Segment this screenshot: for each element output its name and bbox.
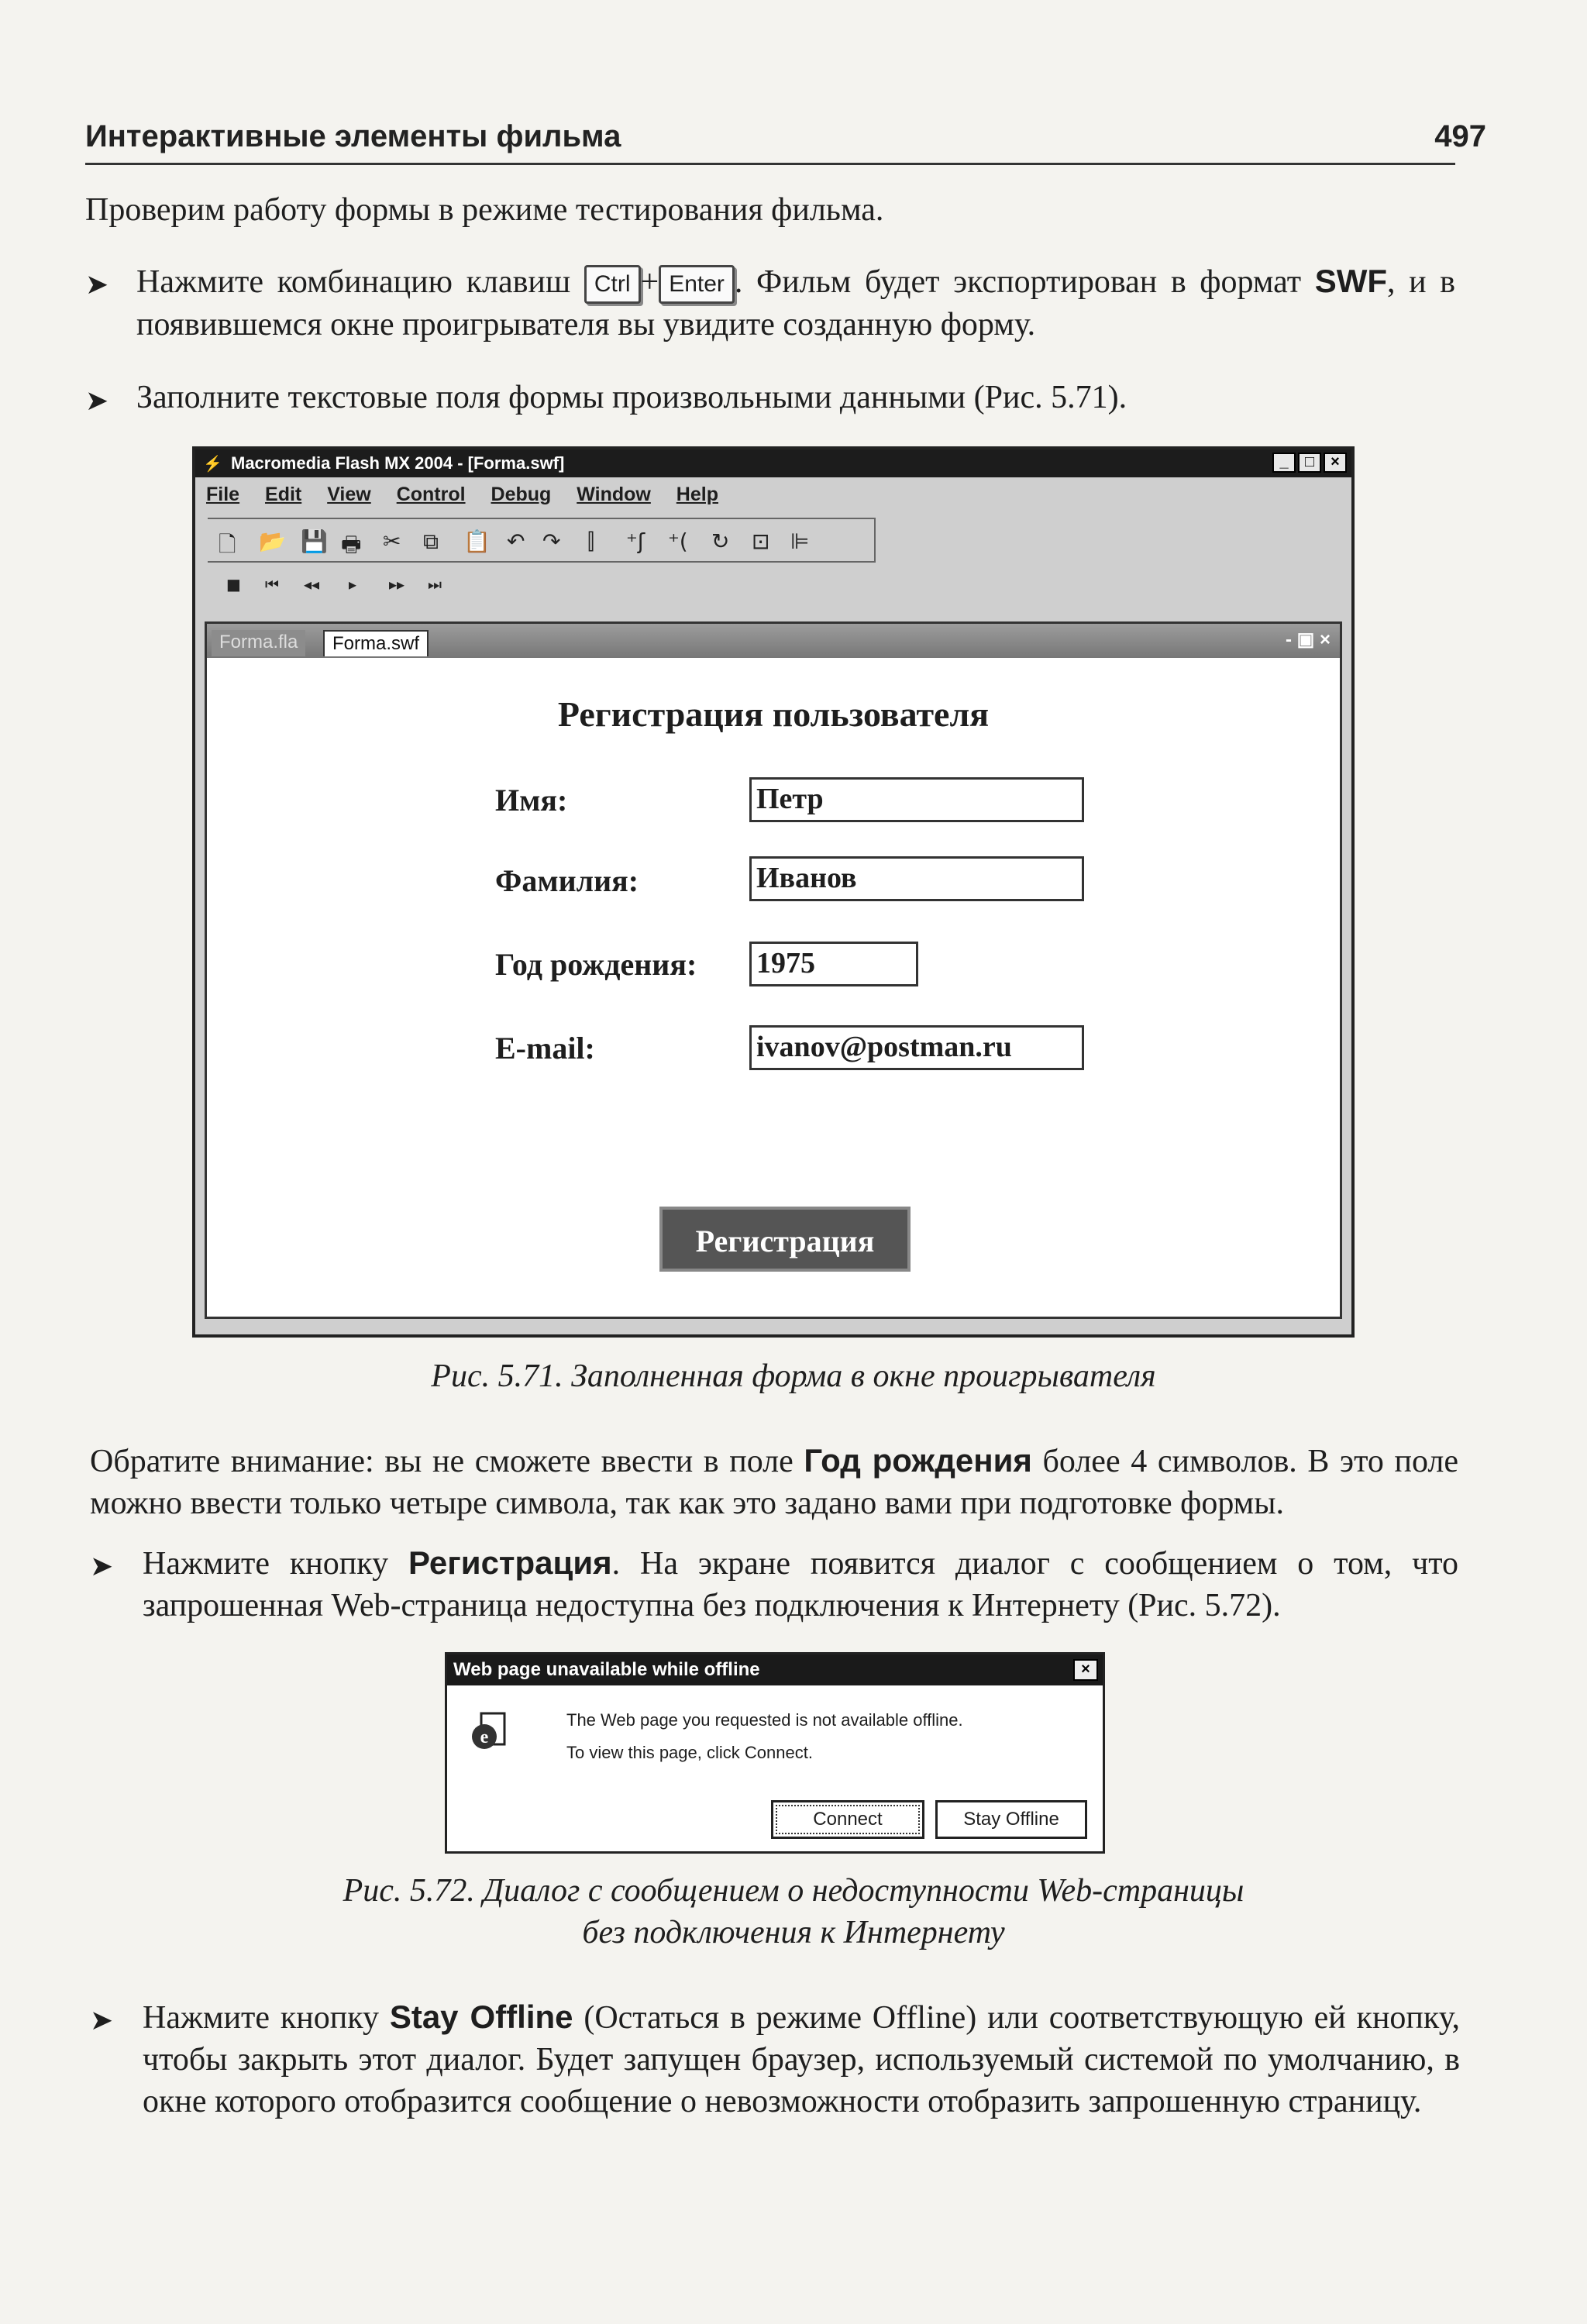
dialog-close-button[interactable]: ×: [1073, 1659, 1098, 1681]
figure-5-72-caption-line2: без подключения к Интернету: [582, 1915, 1005, 1950]
connect-button[interactable]: Connect: [771, 1800, 924, 1839]
fast-forward-icon[interactable]: ⏭: [428, 575, 442, 594]
snap-icon[interactable]: ⫿: [587, 528, 594, 554]
bullet-marker: ➤: [90, 2005, 114, 2036]
minimize-button[interactable]: _: [1272, 453, 1296, 473]
ctrl-key: Ctrl: [584, 265, 641, 304]
page-number: 497: [1434, 119, 1486, 153]
bullet-3-part-c: . На экране появится диалог с сообщением о том, что запрошенная Web-страница недоступна без подключения к Интернету (Рис. 5.72).: [143, 1546, 1459, 1623]
bullet-marker: ➤: [90, 1551, 114, 1582]
register-term: Регистрация: [408, 1544, 612, 1581]
note-paragraph: [90, 1440, 1458, 1524]
menu-bar: [206, 484, 738, 506]
main-toolbar: [208, 518, 876, 563]
menu-view[interactable]: View: [327, 484, 371, 505]
key-plus: +: [640, 264, 659, 300]
rotate-icon[interactable]: ↻: [711, 528, 730, 554]
bullet-1-prefix: Нажмите комбинацию клавиш: [136, 264, 571, 300]
dialog-message-line2: To view this page, click Connect.: [566, 1743, 813, 1762]
header-rule: [85, 163, 1455, 165]
menu-file[interactable]: File: [206, 484, 240, 505]
playback-bar: [226, 575, 536, 598]
flash-window-title: Macromedia Flash MX 2004 - [Forma.swf]: [231, 453, 565, 473]
document-window-controls[interactable]: - ▣ ×: [1285, 629, 1331, 650]
offline-dialog: [445, 1652, 1105, 1854]
bullet-2-text: Заполните текстовые поля формы произвольными данными (Рис. 5.71).: [136, 380, 1127, 415]
dialog-title: Web page unavailable while offline: [453, 1659, 760, 1680]
bullet-marker: ➤: [85, 269, 109, 300]
open-icon[interactable]: 📂: [259, 528, 286, 554]
tab-forma-swf[interactable]: Forma.swf: [323, 630, 429, 656]
tab-forma-fla[interactable]: Forma.fla: [212, 630, 305, 656]
bullet-3-part-a: Нажмите кнопку: [143, 1546, 389, 1582]
form-title: Регистрация пользователя: [557, 694, 990, 734]
save-icon[interactable]: 💾: [301, 528, 328, 554]
flash-app-icon: ⚡: [203, 456, 222, 473]
bullet-1-text: [136, 260, 1455, 346]
birth-year-label: Год рождения:: [495, 947, 697, 982]
bullet-3-text: [143, 1542, 1458, 1627]
last-name-field[interactable]: Иванов: [749, 856, 1084, 901]
scale-icon[interactable]: ⊡: [752, 528, 770, 554]
step-forward-icon[interactable]: ▸▸: [389, 575, 405, 594]
bullet-4-part-a: Нажмите кнопку: [143, 2000, 380, 2036]
birth-year-term: Год рождения: [804, 1442, 1032, 1479]
dialog-message-line1: The Web page you requested is not available offline.: [566, 1710, 963, 1730]
stop-icon[interactable]: ■: [226, 575, 241, 594]
straighten-icon[interactable]: ⁺(: [668, 528, 688, 554]
menu-window[interactable]: Window: [577, 484, 651, 505]
birth-year-field[interactable]: 1975: [749, 942, 918, 986]
new-icon[interactable]: 🗋: [219, 532, 236, 557]
menu-help[interactable]: Help: [676, 484, 718, 505]
menu-edit[interactable]: Edit: [265, 484, 302, 505]
close-button[interactable]: ×: [1324, 453, 1347, 473]
flash-title-bar: [195, 449, 1351, 477]
menu-control[interactable]: Control: [396, 484, 466, 505]
smooth-icon[interactable]: ⁺ʃ: [626, 528, 645, 554]
step-back-icon[interactable]: ◂◂: [304, 575, 320, 594]
copy-icon[interactable]: ⧉: [423, 528, 439, 554]
stay-offline-term: Stay Offline: [389, 1999, 573, 2035]
maximize-button[interactable]: □: [1298, 453, 1321, 473]
redo-icon[interactable]: ↷: [542, 528, 561, 554]
enter-key: Enter: [659, 265, 735, 304]
last-name-label: Фамилия:: [495, 863, 639, 898]
bullet-1-line2: , и в появившемся окне проигрывателя вы увидите созданную форму.: [136, 264, 1456, 343]
bullet-4-part-c: (Остаться в режиме Offline) или соответствующую ей кнопку, чтобы закрыть этот диалог. Будет запущен браузер, используемый системой по умолчанию, в окне которого отобразится сообщение о невозможности отобразить запрошенную страницу.: [143, 2000, 1461, 2119]
align-icon[interactable]: ⊫: [790, 528, 810, 554]
flash-player-window: [192, 446, 1355, 1338]
menu-debug[interactable]: Debug: [491, 484, 552, 505]
note-part-a: Обратите внимание: вы не сможете ввести в поле: [90, 1444, 794, 1479]
stay-offline-button[interactable]: Stay Offline: [935, 1800, 1087, 1839]
svg-text:e: e: [480, 1727, 489, 1747]
register-button[interactable]: Регистрация: [659, 1207, 911, 1272]
bullet-marker: ➤: [85, 385, 109, 416]
play-icon[interactable]: ▸: [349, 575, 357, 594]
bullet-1-rest: . Фильм будет экспортирован в формат: [734, 264, 1302, 300]
running-header-title: Интерактивные элементы фильма: [85, 119, 621, 153]
intro-paragraph: Проверим работу формы в режиме тестирования фильма.: [85, 192, 884, 228]
swf-term: SWF: [1314, 263, 1387, 299]
paste-icon[interactable]: 📋: [463, 528, 491, 554]
movie-document-window: [205, 621, 1342, 1319]
document-tab-bar: [207, 624, 1340, 658]
rewind-icon[interactable]: ⏮: [265, 575, 279, 594]
print-icon[interactable]: 🖶: [341, 532, 362, 557]
undo-icon[interactable]: ↶: [507, 528, 525, 554]
dialog-title-bar: [447, 1654, 1103, 1685]
email-field[interactable]: ivanov@postman.ru: [749, 1025, 1084, 1070]
ie-offline-icon: [467, 1710, 514, 1757]
first-name-field[interactable]: Петр: [749, 777, 1084, 822]
figure-5-72-caption-line1: Рис. 5.72. Диалог с сообщением о недоступности Web-страницы: [343, 1873, 1244, 1909]
first-name-label: Имя:: [495, 783, 568, 818]
email-label: E-mail:: [495, 1031, 595, 1066]
bullet-4-text: [143, 1996, 1460, 2123]
note-part-c: более 4 символов. В это поле можно ввести только четыре символа, так как это задано вами при подготовке формы.: [90, 1444, 1459, 1521]
cut-icon[interactable]: ✂: [383, 528, 401, 554]
figure-5-71-caption: Рис. 5.71. Заполненная форма в окне проигрывателя: [431, 1358, 1156, 1394]
